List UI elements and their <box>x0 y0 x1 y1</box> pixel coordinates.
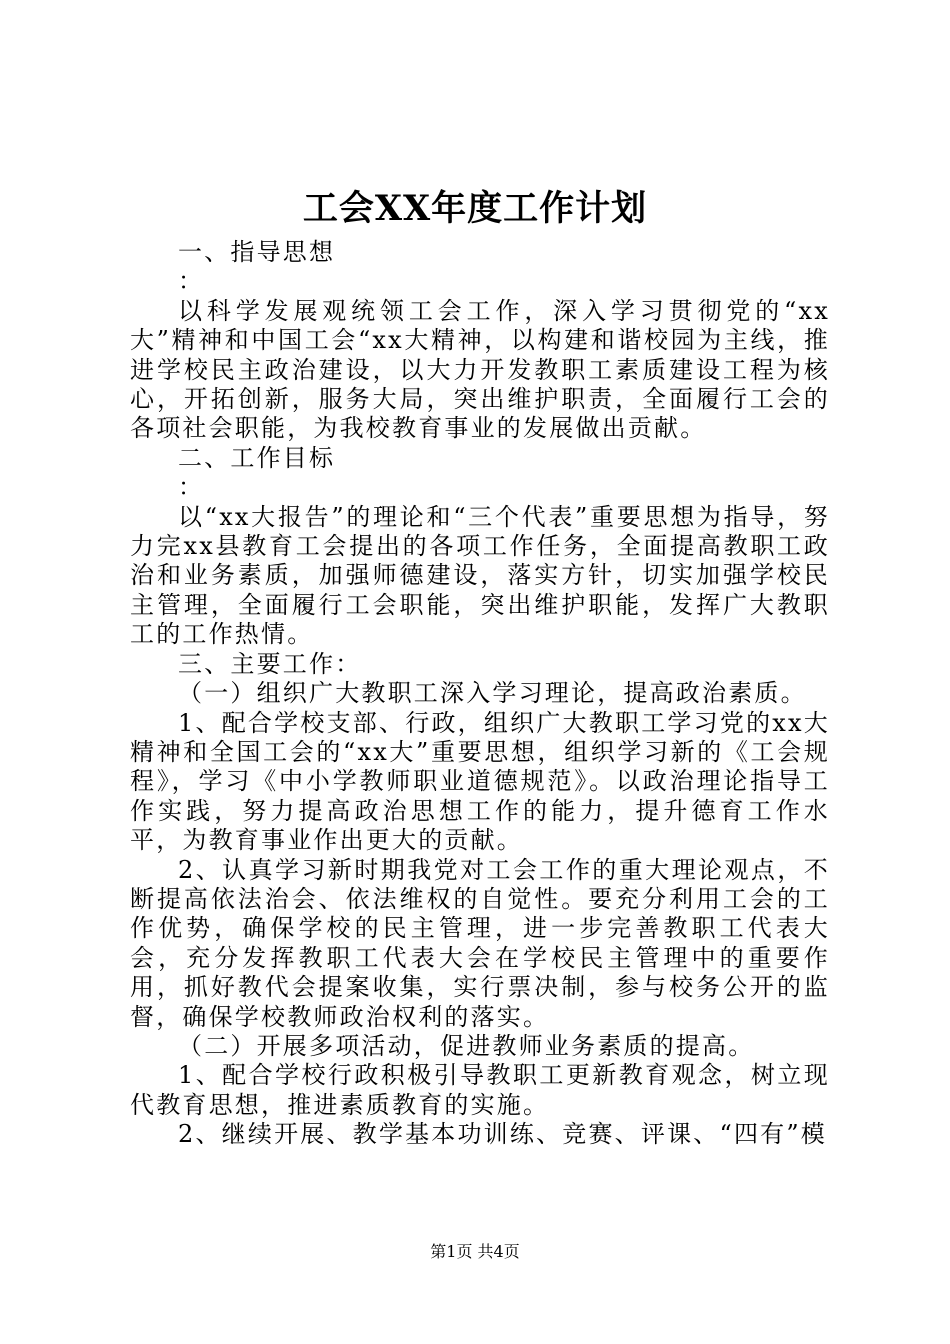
paragraph: 2、继续开展、教学基本功训练、竞赛、评课、“四有”模 <box>178 1120 828 1149</box>
paragraph: 2、认真学习新时期我党对工会工作的重大理论观点，不断提高依法治会、依法维权的自觉性。要充分利用工会的工作优势，确保学校的民主管理，进一步完善教职工代表大会，充分发挥教职工代表大会在学校民主管理中的重要作用，抓好教代会提案收集，实行票决制，参与校务公开的监督，确保学校教师政治权利的落实。 <box>130 855 830 1031</box>
paragraph: 1、配合学校支部、行政，组织广大教职工学习党的xx大精神和全国工会的“xx大”重要思想，组织学习新的《工会规程》，学习《中小学教师职业道德规范》。以政治理论指导工作实践，努力提高政治思想工作的能力，提升德育工作水平，为教育事业作出更大的贡献。 <box>130 708 830 855</box>
subsection-heading: （一）组织广大教职工深入学习理论，提高政治素质。 <box>178 679 807 708</box>
document-body <box>130 238 830 1150</box>
colon-line: ： <box>178 267 205 296</box>
colon-line: ： <box>178 473 205 502</box>
section-heading-3: 三、主要工作： <box>178 649 362 678</box>
section-heading-2: 二、工作目标 <box>178 443 336 472</box>
section-heading-1: 一、指导思想 <box>178 238 336 266</box>
subsection-heading: （二）开展多项活动，促进教师业务素质的提高。 <box>178 1031 755 1060</box>
paragraph: 1、配合学校行政积极引导教职工更新教育观念，树立现代教育思想，推进素质教育的实施。 <box>130 1061 830 1119</box>
page-footer: 第1页 共4页 <box>430 1242 520 1261</box>
document-title: 工会XX年度工作计划 <box>302 188 648 229</box>
paragraph: 以科学发展观统领工会工作，深入学习贯彻党的“xx大”精神和中国工会“xx大精神，以构建和谐校园为主线，推进学校民主政治建设，以大力开发教职工素质建设工程为核心，开拓创新，服务大局，突出维护职责，全面履行工会的各项社会职能，为我校教育事业的发展做出贡献。 <box>130 296 830 443</box>
paragraph: 以“xx大报告”的理论和“三个代表”重要思想为指导，努力完xx县教育工会提出的各项工作任务，全面提高教职工政治和业务素质，加强师德建设，落实方针，切实加强学校民主管理，全面履行工会职能，突出维护职能，发挥广大教职工的工作热情。 <box>130 502 830 649</box>
